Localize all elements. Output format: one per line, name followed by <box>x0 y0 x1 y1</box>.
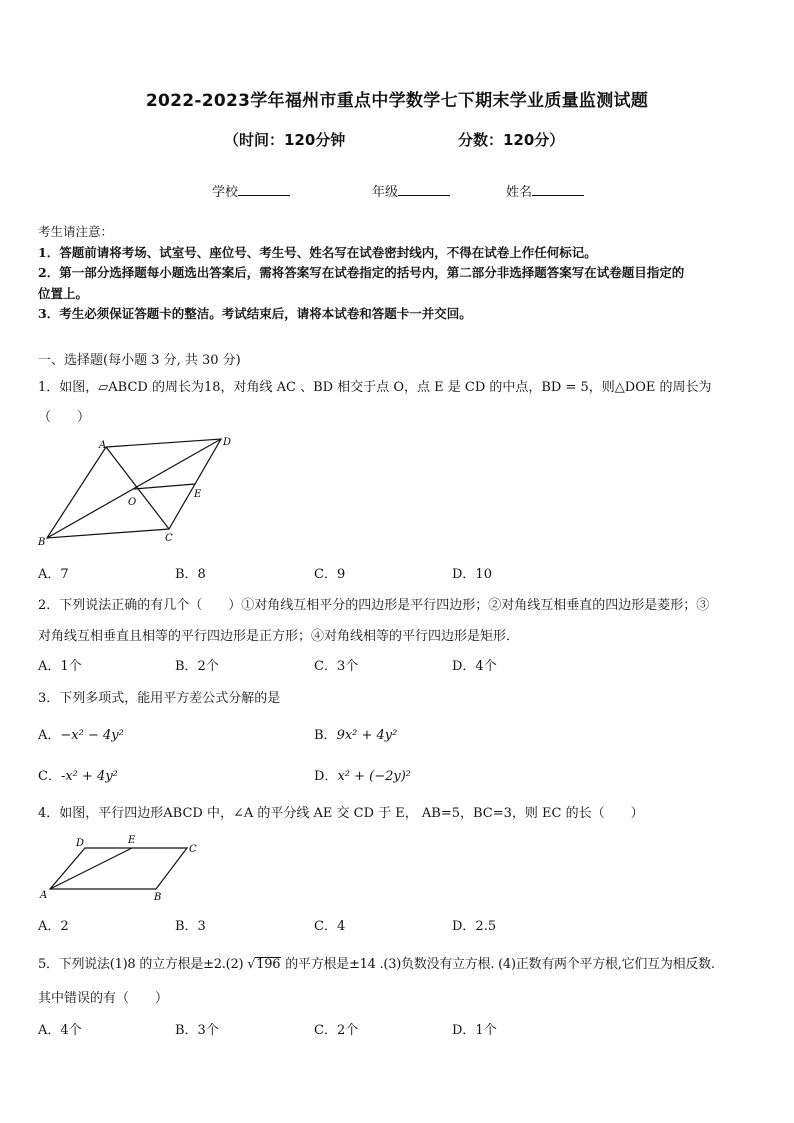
q1-option-d: D．10 <box>452 567 492 582</box>
q3-option-b: B．9x² + 4y² <box>314 728 398 743</box>
note-item: 2．第一部分选择题每小题选出答案后，需将答案写在试卷指定的括号内，第二部分非选择题答案写在试卷题目指定的 <box>38 265 685 280</box>
q4-option-c: C．4 <box>314 919 346 934</box>
q1-parallelogram-figure <box>36 432 236 550</box>
q3-stem: 3．下列多项式，能用平方差公式分解的是 <box>38 691 281 706</box>
q1-bracket: （ ） <box>38 410 91 425</box>
q4-option-d: D．2.5 <box>452 919 497 934</box>
q5-bracket: 其中错误的有（ ） <box>38 991 169 1006</box>
q5-option-a: A．4个 <box>38 1023 82 1038</box>
name-label: 姓名 <box>506 185 533 200</box>
q2-stem: 2．下列说法正确的有几个（ ）①对角线互相平分的四边形是平行四边形；②对角线互相垂直的四边形是菱形；③ <box>38 598 710 613</box>
q2-stem-cont: 对角线互相垂直且相等的平行四边形是正方形；④对角线相等的平行四边形是矩形． <box>38 629 520 644</box>
school-blank <box>238 183 290 196</box>
exam-notes <box>38 222 758 325</box>
q1-option-a: A．7 <box>38 567 69 582</box>
q5-option-c: C．2个 <box>314 1023 359 1038</box>
q3-expr-d: x² + (−2y)² <box>337 769 412 784</box>
name-field <box>506 181 584 200</box>
q4-option-b: B．3 <box>175 919 206 934</box>
exam-time: （时间：120分钟 <box>224 131 346 149</box>
q3-expr-a: −x² − 4y² <box>60 728 124 743</box>
q4-label-b: B <box>154 892 162 903</box>
q4-label-c: C <box>189 844 197 855</box>
school-field <box>212 181 290 200</box>
q1-label-a: A <box>99 440 107 451</box>
q4-stem: 4．如图，平行四边形ABCD 中，∠A 的平分线 AE 交 CD 于 E， AB=5，BC=3，则 EC 的长（ ） <box>38 806 644 821</box>
q1-label-d: D <box>223 437 232 448</box>
q4-option-a: A．2 <box>38 919 69 934</box>
name-blank <box>532 183 584 196</box>
q1-label-o: O <box>128 497 137 508</box>
grade-blank <box>398 183 450 196</box>
school-label: 学校 <box>212 185 239 200</box>
q3-option-a: A．−x² − 4y² <box>38 728 124 743</box>
q4-label-a: A <box>40 890 48 901</box>
q3-expr-c: -x² + 4y² <box>60 769 118 784</box>
q3-expr-b: 9x² + 4y² <box>336 728 398 743</box>
note-item: 位置上。 <box>38 285 89 301</box>
q4-parallelogram-figure <box>36 832 206 904</box>
q1-label-b: B <box>38 537 46 548</box>
q1-label-e: E <box>194 489 202 500</box>
q2-option-a: A．1个 <box>38 659 82 674</box>
q2-option-d: D．4个 <box>452 659 497 674</box>
q4-label-e: E <box>128 835 136 846</box>
q1-option-c: C．9 <box>314 567 346 582</box>
q5-option-b: B．3个 <box>175 1023 219 1038</box>
q1-stem: 1．如图，▱ABCD 的周长为18，对角线 AC 、BD 相交于点 O，点 E 是 CD 的中点，BD = 5，则△DOE 的周长为 <box>38 380 712 395</box>
q2-option-c: C．3个 <box>314 659 359 674</box>
q3-option-d: D．x² + (−2y)² <box>314 769 412 784</box>
q5-sqrt-value: 196 <box>256 957 281 972</box>
notes-heading: 考生请注意： <box>38 224 114 239</box>
q5-option-d: D．1个 <box>452 1023 497 1038</box>
grade-field <box>372 181 450 200</box>
exam-title: 2022-2023学年福州市重点中学数学七下期末学业质量监测试题 <box>145 91 649 111</box>
section-heading: 一、选择题(每小题 3 分, 共 30 分) <box>38 353 241 368</box>
q1-label-c: C <box>165 533 173 544</box>
note-item: 3．考生必须保证答题卡的整洁。考试结束后，请将本试卷和答题卡一并交回。 <box>38 306 472 321</box>
exam-score: 分数：120分） <box>458 131 565 149</box>
note-item: 1．答题前请将考场、试室号、座位号、考生号、姓名写在试卷密封线内，不得在试卷上作任何标记。 <box>38 244 597 260</box>
q2-option-b: B．2个 <box>175 659 219 674</box>
q4-label-d: D <box>76 838 85 849</box>
q1-option-b: B．8 <box>175 567 206 582</box>
q5-stem: 5．下列说法(1)8 的立方根是±2.(2) √196 的平方根是±14 .(3)负数没有立方根. (4)正数有两个平方根,它们互为相反数. <box>38 957 715 972</box>
q3-option-c: C．-x² + 4y² <box>38 769 118 784</box>
grade-label: 年级 <box>372 185 399 200</box>
sqrt-icon: √ <box>247 957 256 972</box>
